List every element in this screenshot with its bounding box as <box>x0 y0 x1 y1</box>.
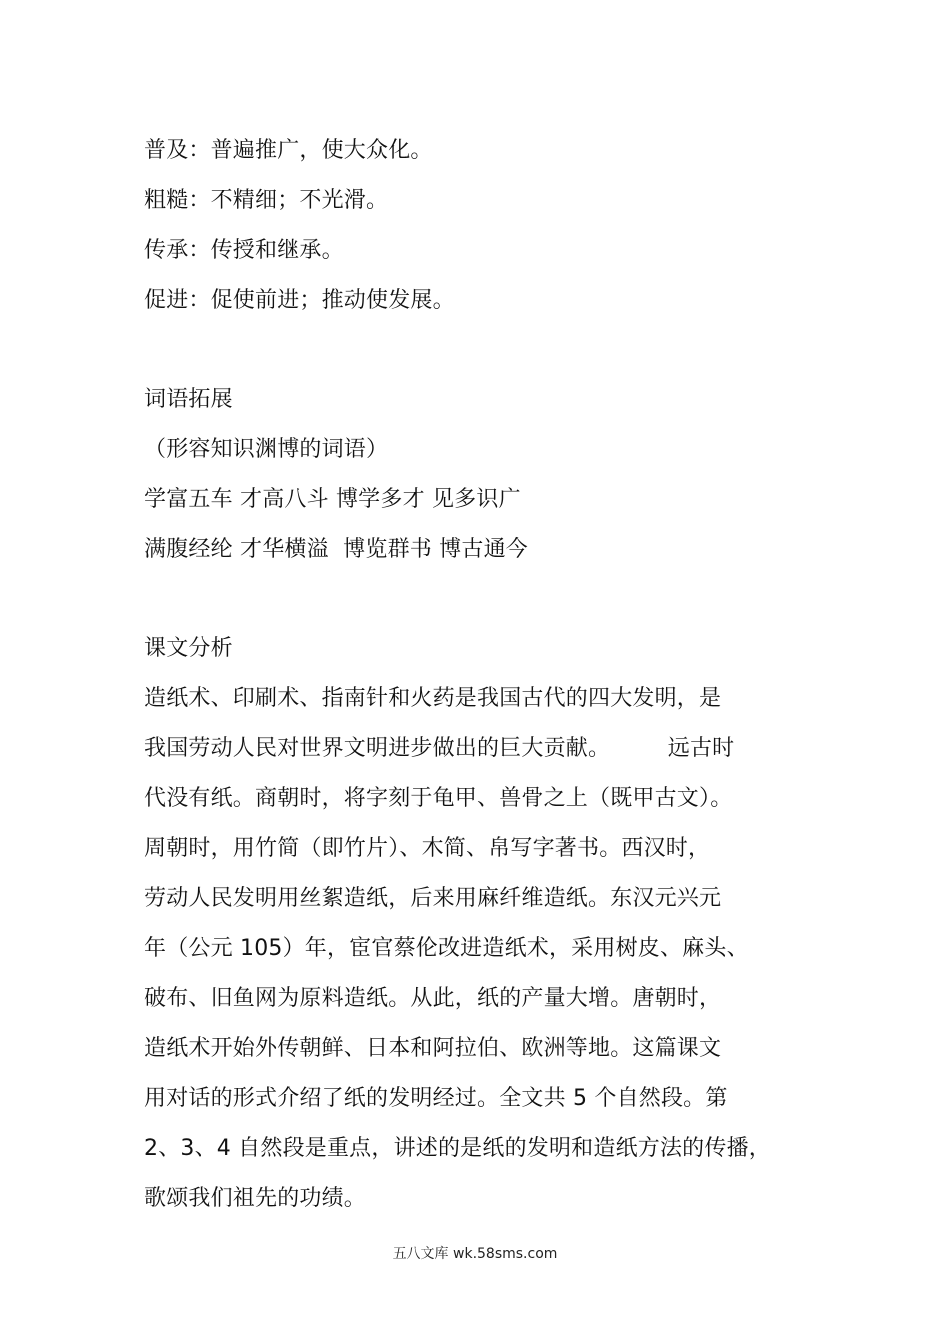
vocab-heading: 词语拓展 <box>144 387 233 412</box>
vocab-line: 学富五车 才高八斗 博学多才 见多识广 <box>144 487 521 512</box>
analysis-heading: 课文分析 <box>144 636 233 661</box>
analysis-line: 造纸术、印刷术、指南针和火药是我国古代的四大发明，是 <box>144 686 722 711</box>
analysis-line: 用对话的形式介绍了纸的发明经过。全文共 5 个自然段。第 <box>144 1086 728 1111</box>
analysis-line: 年（公元 105）年，宦官蔡伦改进造纸术，采用树皮、麻头、 <box>144 936 749 961</box>
analysis-line: 我国劳动人民对世界文明进步做出的巨大贡献。 远古时 <box>144 736 735 761</box>
page-footer: 五八文库 wk.58sms.com <box>392 1246 558 1262</box>
analysis-line: 劳动人民发明用丝絮造纸，后来用麻纤维造纸。东汉元兴元 <box>144 886 722 911</box>
vocab-subheading: （形容知识渊博的词语） <box>144 437 389 462</box>
definition-line: 促进：促使前进；推动使发展。 <box>144 288 455 313</box>
analysis-line: 造纸术开始外传朝鲜、日本和阿拉伯、欧洲等地。这篇课文 <box>144 1036 722 1061</box>
analysis-line: 歌颂我们祖先的功绩。 <box>144 1186 367 1211</box>
analysis-line: 2、3、4 自然段是重点，讲述的是纸的发明和造纸方法的传播， <box>144 1136 771 1161</box>
analysis-line: 代没有纸。商朝时，将字刻于龟甲、兽骨之上（既甲古文）。 <box>144 786 733 811</box>
vocab-line: 满腹经纶 才华横溢 博览群书 博古通今 <box>144 537 528 562</box>
analysis-line: 破布、旧鱼网为原料造纸。从此，纸的产量大增。唐朝时， <box>144 986 722 1011</box>
analysis-line: 周朝时，用竹简（即竹片）、木简、帛写字著书。西汉时， <box>144 836 711 861</box>
definition-line: 普及：普遍推广，使大众化。 <box>144 138 433 163</box>
definition-line: 传承：传授和继承。 <box>144 238 344 263</box>
definition-line: 粗糙：不精细；不光滑。 <box>144 188 389 213</box>
